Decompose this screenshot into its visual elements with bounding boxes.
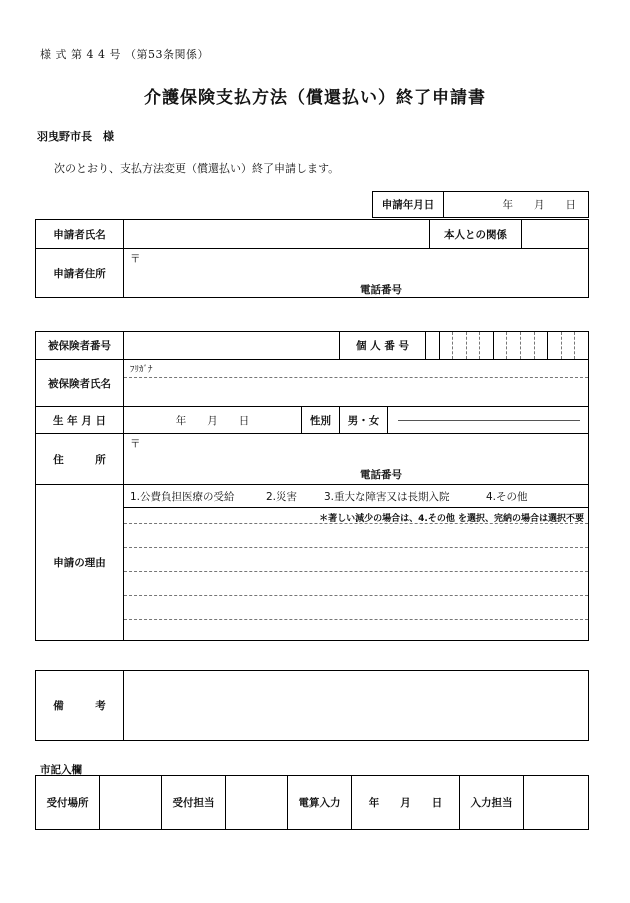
birth-label: 生 年 月 日 <box>36 407 124 434</box>
reception-staff-field[interactable] <box>226 776 288 830</box>
date-box <box>372 191 589 218</box>
remarks-field[interactable] <box>124 671 589 741</box>
insured-table <box>35 331 589 641</box>
personal-number-label: 個 人 番 号 <box>340 332 426 359</box>
reception-staff-label: 受付担当 <box>162 776 226 830</box>
remarks-table <box>35 670 589 741</box>
applicant-name-label: 申請者氏名 <box>36 220 124 249</box>
remarks-label: 備 考 <box>36 671 124 741</box>
personal-number-boxes[interactable] <box>426 332 588 359</box>
reason-label: 申請の理由 <box>36 485 124 641</box>
insured-address-field[interactable] <box>124 434 589 485</box>
office-section-label: 市記入欄 <box>40 764 82 776</box>
furigana-label: ﾌﾘｶﾞﾅ <box>130 365 153 375</box>
computer-input-date[interactable]: 年 月 日 <box>352 776 460 830</box>
form-number: 様 式 第 4 4 号 （第53条関係） <box>40 48 209 61</box>
insured-address-label: 住 所 <box>36 434 124 485</box>
insured-number-field[interactable] <box>124 332 340 360</box>
applicant-table <box>35 219 589 298</box>
insured-name-label: 被保険者氏名 <box>36 360 124 407</box>
sex-label: 性別 <box>302 407 340 434</box>
postal-mark-2: 〒 <box>130 438 141 450</box>
reason-option-4[interactable]: 4.その他 <box>486 491 528 503</box>
date-label: 申請年月日 <box>373 192 444 218</box>
reason-note: ＊著しい減少の場合は、4.その他 を選択、完納の場合は選択不要 <box>319 514 584 524</box>
applicant-name-field[interactable] <box>124 220 430 249</box>
input-staff-label: 入力担当 <box>460 776 524 830</box>
relation-field[interactable] <box>522 220 589 249</box>
blank-line-cell <box>388 407 589 434</box>
relation-label: 本人との関係 <box>430 220 522 249</box>
intro-text: 次のとおり、支払方法変更（償還払い）終了申請します。 <box>54 162 340 175</box>
computer-input-label: 電算入力 <box>288 776 352 830</box>
reason-option-1[interactable]: 1.公費負担医療の受給 <box>130 491 235 503</box>
reason-field[interactable] <box>124 485 589 641</box>
personal-number-cell <box>340 332 589 360</box>
applicant-phone-label: 電話番号 <box>360 284 402 296</box>
reception-place-label: 受付場所 <box>36 776 100 830</box>
addressee: 羽曳野市長 様 <box>37 130 114 143</box>
sex-field[interactable]: 男・女 <box>340 407 388 434</box>
reception-place-field[interactable] <box>100 776 162 830</box>
reason-option-3[interactable]: 3.重大な障害又は長期入院 <box>324 491 450 503</box>
date-field[interactable]: 年 月 日 <box>444 192 589 218</box>
insured-number-label: 被保険者番号 <box>36 332 124 360</box>
birth-field[interactable]: 年 月 日 <box>124 407 302 434</box>
page-title: 介護保険支払方法（償還払い）終了申請書 <box>144 88 486 108</box>
applicant-address-label: 申請者住所 <box>36 249 124 298</box>
insured-phone-label: 電話番号 <box>360 469 402 481</box>
office-table <box>35 775 589 830</box>
postal-mark: 〒 <box>130 253 141 265</box>
insured-name-field[interactable] <box>124 360 589 407</box>
reason-option-2[interactable]: 2.災害 <box>266 491 298 503</box>
input-staff-field[interactable] <box>524 776 589 830</box>
applicant-address-field[interactable] <box>124 249 589 298</box>
